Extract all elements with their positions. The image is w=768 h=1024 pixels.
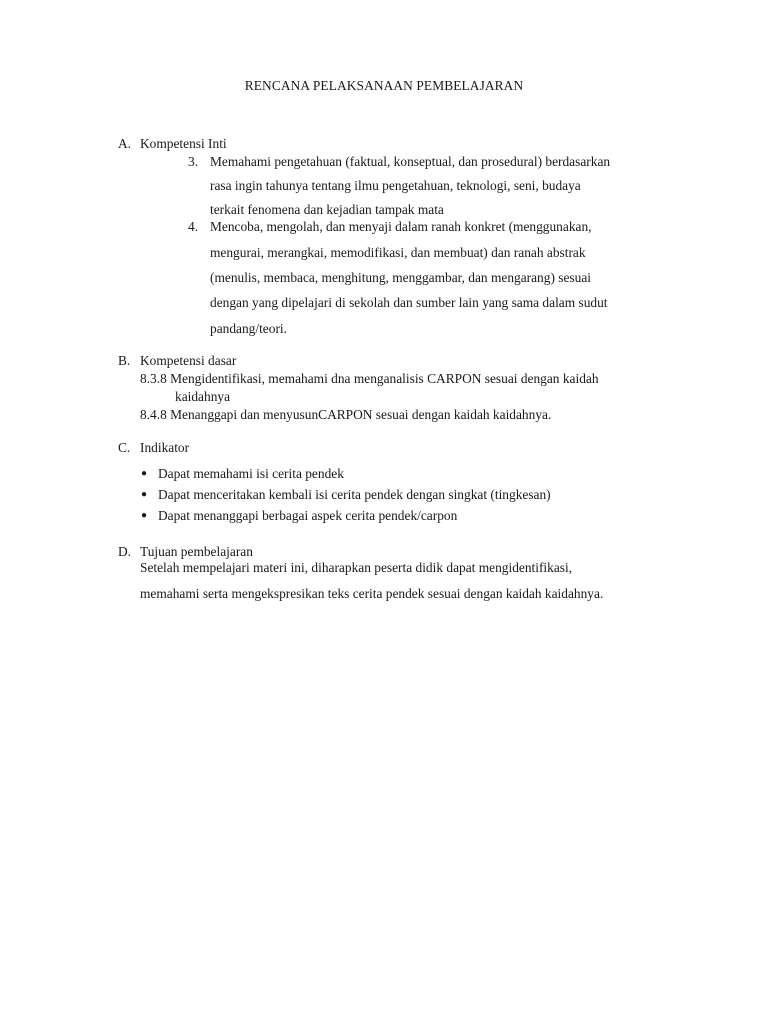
section-b-heading: Kompetensi dasar xyxy=(140,353,237,368)
tujuan-line-1: Setelah mempelajari materi ini, diharapkan peserta didik dapat mengidentifikasi, xyxy=(140,560,573,575)
bullet-icon: ● xyxy=(141,468,148,479)
indicator-item: Dapat memahami isi cerita pendek xyxy=(158,466,344,481)
kd-item-848: 8.4.8 Menanggapi dan menyusunCARPON sesuai dengan kaidah kaidahnya. xyxy=(140,407,552,422)
section-c-letter: C. xyxy=(118,440,131,455)
section-d-heading: Tujuan pembelajaran xyxy=(140,544,253,559)
section-a-letter: A. xyxy=(118,136,132,151)
ki-item-4-number: 4. xyxy=(188,219,199,234)
ki-item-4-line-5: pandang/teori. xyxy=(210,321,287,336)
indicator-item: Dapat menanggapi berbagai aspek cerita pendek/carpon xyxy=(158,508,458,523)
indicator-item: Dapat menceritakan kembali isi cerita pendek dengan singkat (tingkesan) xyxy=(158,487,551,502)
ki-item-4-line-4: dengan yang dipelajari di sekolah dan sumber lain yang sama dalam sudut xyxy=(210,295,608,310)
bullet-icon: ● xyxy=(141,510,148,521)
ki-item-4-line-1: Mencoba, mengolah, dan menyaji dalam ranah konkret (menggunakan, xyxy=(210,219,592,234)
bullet-icon: ● xyxy=(141,489,148,500)
ki-item-3-number: 3. xyxy=(188,154,199,169)
tujuan-line-2: memahami serta mengekspresikan teks cerita pendek sesuai dengan kaidah kaidahnya. xyxy=(140,586,604,601)
kd-item-838: 8.3.8 Mengidentifikasi, memahami dna menganalisis CARPON sesuai dengan kaidah xyxy=(140,371,599,386)
ki-item-3-line-3: terkait fenomena dan kejadian tampak mata xyxy=(210,202,444,217)
section-c-heading: Indikator xyxy=(140,440,190,455)
document-title: RENCANA PELAKSANAAN PEMBELAJARAN xyxy=(244,78,524,93)
section-a-heading: Kompetensi Inti xyxy=(140,136,227,151)
ki-item-3-line-2: rasa ingin tahunya tentang ilmu pengetahuan, teknologi, seni, budaya xyxy=(210,178,581,193)
ki-item-4-line-2: mengurai, merangkai, memodifikasi, dan membuat) dan ranah abstrak xyxy=(210,245,586,260)
kd-item-838-continuation: kaidahnya xyxy=(175,389,231,404)
ki-item-3-line-1: Memahami pengetahuan (faktual, konseptual, dan prosedural) berdasarkan xyxy=(210,154,611,169)
ki-item-4-line-3: (menulis, membaca, menghitung, menggambar, dan mengarang) sesuai xyxy=(210,270,591,285)
section-b-letter: B. xyxy=(118,353,131,368)
section-d-letter: D. xyxy=(118,544,132,559)
